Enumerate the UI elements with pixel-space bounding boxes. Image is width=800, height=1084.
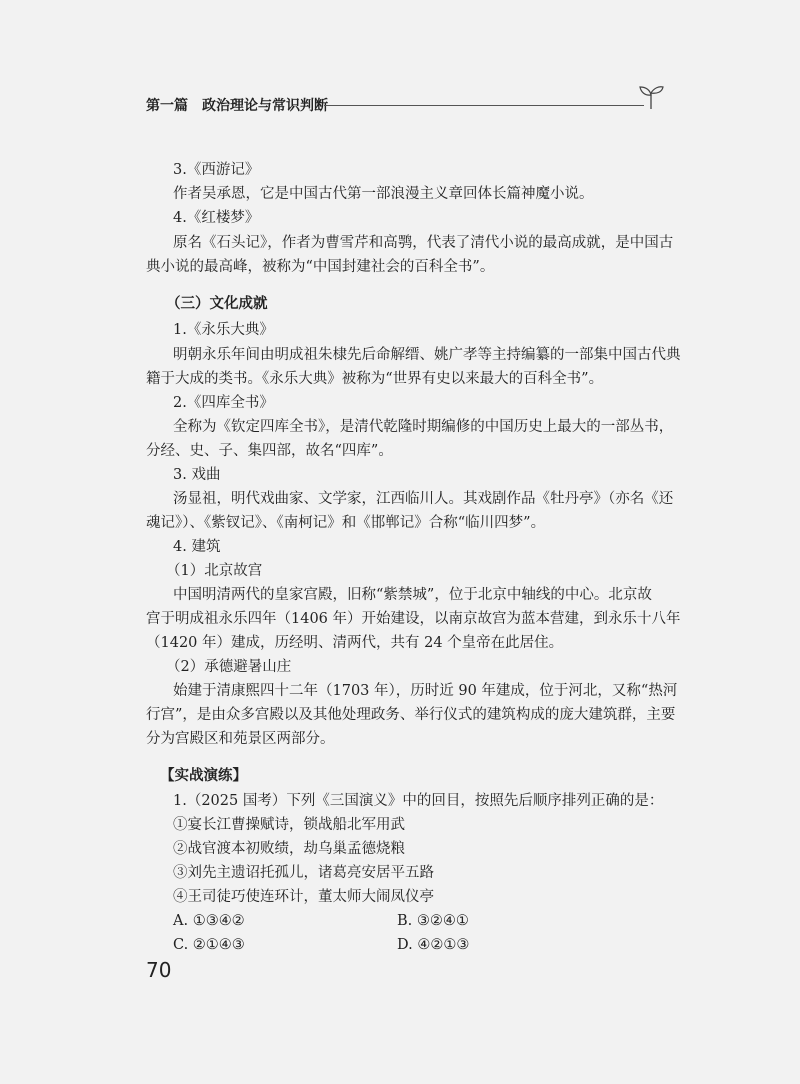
paragraph-line: 分为宫殿区和苑景区两部分。: [146, 731, 335, 747]
paragraph-line: 魂记》）、《紫钗记》、《南柯记》和《邯郸记》合称“临川四梦”。: [146, 515, 546, 531]
heading-xiyouji: 3.《西游记》: [173, 162, 260, 178]
option-b: B. ③②④①: [397, 913, 469, 929]
paragraph-line: 原名《石头记》，作者为曹雪芹和高鹗，代表了清代小说的最高成就，是中国古: [173, 235, 674, 251]
header-rule: [324, 105, 644, 106]
heading-siku-quanshu: 2.《四库全书》: [173, 395, 274, 411]
paragraph-line: 汤显祖，明代戏曲家、文学家，江西临川人。其戏剧作品《牡丹亭》（亦名《还: [173, 491, 674, 507]
running-header: [146, 95, 666, 121]
paragraph-line: 行宫”，是由众多宫殿以及其他处理政务、举行仪式的建筑构成的庞大建筑群，主要: [146, 707, 676, 723]
subheading-forbidden-city: （1）北京故宫: [166, 563, 263, 579]
sprout-icon: [636, 81, 666, 111]
option-a: A. ①③④②: [173, 913, 245, 929]
paragraph-line: 中国明清两代的皇家宫殿，旧称“紫禁城”，位于北京中轴线的中心。北京故: [173, 587, 652, 603]
question-stem: 1.（2025 国考）下列《三国演义》中的回目，按照先后顺序排列正确的是：: [173, 793, 664, 809]
section-heading-culture: （三）文化成就: [166, 296, 268, 312]
header-part: 第一篇: [146, 98, 188, 114]
heading-opera: 3. 戏曲: [173, 467, 221, 483]
question-item: ①宴长江曹操赋诗，锁战船北军用武: [173, 817, 405, 833]
paragraph-line: 明朝永乐年间由明成祖朱棣先后命解缙、姚广孝等主持编纂的一部集中国古代典: [173, 347, 681, 363]
heading-architecture: 4. 建筑: [173, 539, 221, 555]
paragraph-line: 典小说的最高峰，被称为“中国封建社会的百科全书”。: [146, 259, 495, 275]
option-c: C. ②①④③: [173, 937, 245, 953]
question-item: ④王司徒巧使连环计，董太师大闹凤仪亭: [173, 889, 434, 905]
paragraph-line: 全称为《钦定四库全书》，是清代乾隆时期编修的中国历史上最大的一部丛书，: [173, 419, 674, 435]
paragraph-line: 作者吴承恩，它是中国古代第一部浪漫主义章回体长篇神魔小说。: [173, 186, 594, 202]
question-item: ③刘先主遗诏托孤儿，诸葛亮安居平五路: [173, 865, 434, 881]
paragraph-line: （1420 年）建成，历经明、清两代，共有 24 个皇帝在此居住。: [146, 635, 564, 651]
page-number: 70: [146, 958, 172, 982]
heading-hongloumeng: 4.《红楼梦》: [173, 210, 260, 226]
option-d: D. ④②①③: [397, 937, 470, 953]
paragraph-line: 始建于清康熙四十二年（1703 年），历时近 90 年建成，位于河北，又称“热河: [173, 683, 678, 699]
paragraph-line: 籍于大成的类书。《永乐大典》被称为“世界有史以来最大的百科全书”。: [146, 371, 604, 387]
question-item: ②战官渡本初败绩，劫乌巢孟德烧粮: [173, 841, 405, 857]
heading-yongle-dadian: 1.《永乐大典》: [173, 322, 274, 338]
practice-heading: 【实战演练】: [160, 768, 247, 784]
header-title: [146, 95, 342, 115]
paragraph-line: 宫于明成祖永乐四年（1406 年）开始建设，以南京故宫为蓝本营建，到永乐十八年: [146, 611, 681, 627]
paragraph-line: 分经、史、子、集四部，故名“四库”。: [146, 443, 393, 459]
header-section-title: 政治理论与常识判断: [202, 98, 328, 114]
subheading-chengde: （2）承德避暑山庄: [166, 659, 292, 675]
